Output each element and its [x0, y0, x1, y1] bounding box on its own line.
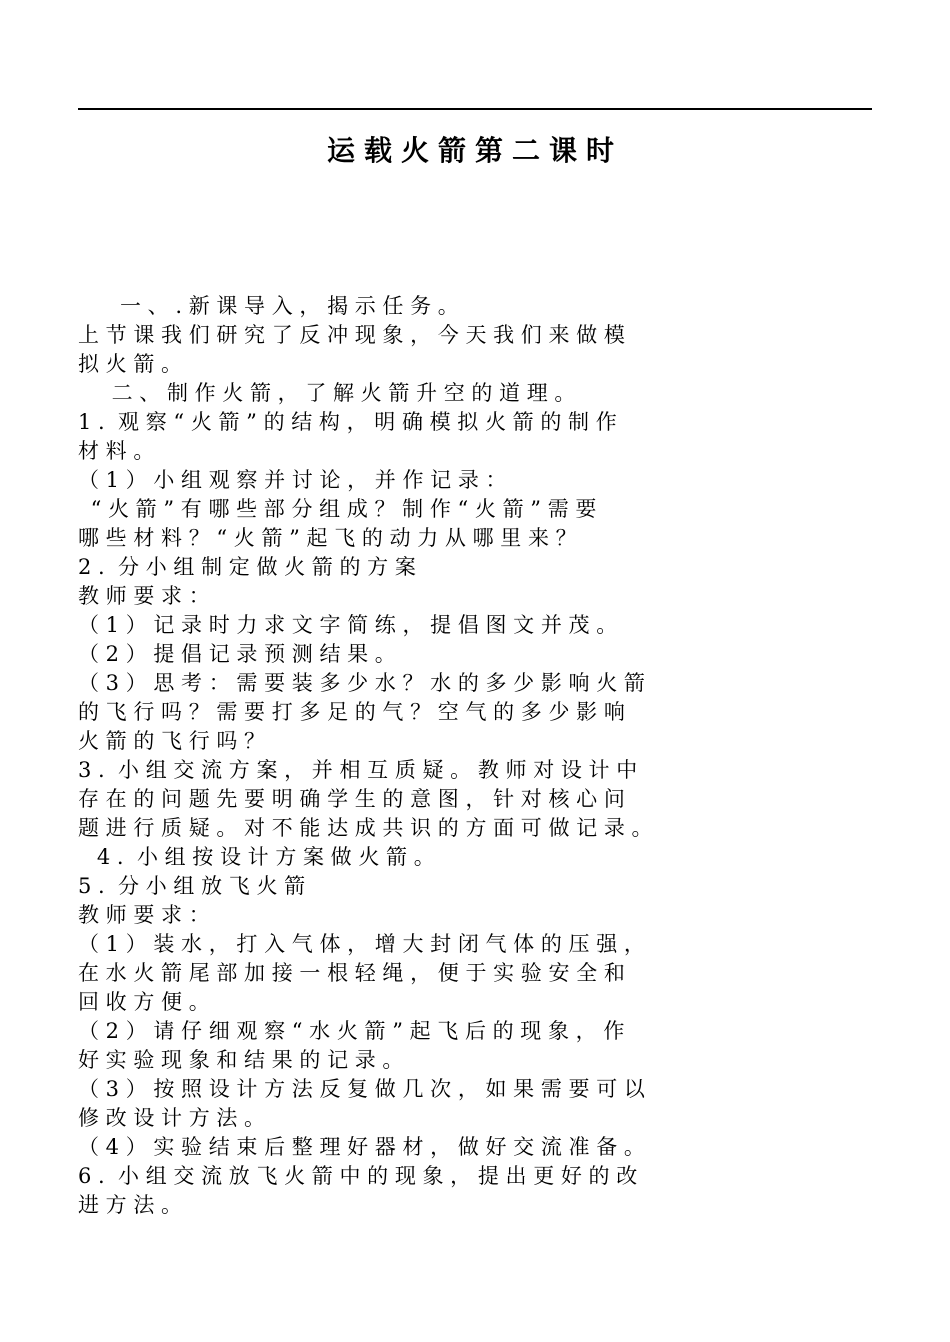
text-line-content: （ 1 ） 记 录 时 力 求 文 字 简 练 ， 提 倡 图 文 并 茂 。	[78, 613, 618, 637]
text-line	[78, 292, 878, 321]
text-line	[78, 582, 878, 611]
text-line-content: 材 料 。	[78, 439, 155, 463]
text-line	[78, 553, 878, 582]
text-line	[78, 466, 878, 495]
text-line	[78, 1133, 878, 1162]
text-line	[78, 1104, 878, 1133]
text-line-content: （ 3 ） 按 照 设 计 方 法 反 复 做 几 次 ， 如 果 需 要 可 以	[78, 1077, 645, 1101]
text-line-content: 1 . 观 察 “ 火 箭 ” 的 结 构 ， 明 确 模 拟 火 箭 的 制 作	[78, 410, 617, 434]
text-line	[78, 1017, 878, 1046]
text-line-content: （ 4 ） 实 验 结 束 后 整 理 好 器 材 ， 做 好 交 流 准 备 。	[78, 1135, 645, 1159]
text-line-content: 2 . 分 小 组 制 定 做 火 箭 的 方 案	[78, 555, 416, 579]
text-line-content: （ 1 ） 小 组 观 察 并 讨 论 ， 并 作 记 录 ：	[78, 468, 507, 492]
text-line-content: 进 方 法 。	[78, 1193, 183, 1217]
text-line-content: 修 改 设 计 方 法 。	[78, 1106, 266, 1130]
text-line	[78, 350, 878, 379]
text-line	[78, 814, 878, 843]
text-line-content: 哪 些 材 料 ？ “ 火 箭 ” 起 飞 的 动 力 从 哪 里 来 ？	[78, 526, 577, 550]
text-line	[78, 872, 878, 901]
text-line-content: 二 、 制 作 火 箭 ， 了 解 火 箭 升 空 的 道 理 。	[111, 381, 576, 405]
text-line-content: 5 . 分 小 组 放 飞 火 箭	[78, 874, 306, 898]
text-line	[78, 698, 878, 727]
text-line-content: 教 师 要 求 ：	[78, 903, 210, 927]
text-line	[78, 437, 878, 466]
text-line-content: 6 . 小 组 交 流 放 飞 火 箭 中 的 现 象 ， 提 出 更 好 的 改	[78, 1164, 638, 1188]
text-line-content: 教 师 要 求 ：	[78, 584, 210, 608]
text-line	[78, 1191, 878, 1220]
text-line-content: 的 飞 行 吗 ？ 需 要 打 多 足 的 气 ？ 空 气 的 多 少 影 响	[78, 700, 625, 724]
text-line	[78, 669, 878, 698]
text-line	[78, 379, 878, 408]
text-line-content: 回 收 方 便 。	[78, 990, 210, 1014]
text-line-content: 4 . 小 组 按 设 计 方 案 做 火 箭 。	[96, 845, 435, 869]
text-line-content: 题 进 行 质 疑 。 对 不 能 达 成 共 识 的 方 面 可 做 记 录 。	[78, 816, 653, 840]
document-body	[78, 292, 878, 1220]
text-line-content: 3 . 小 组 交 流 方 案 ， 并 相 互 质 疑 。 教 师 对 设 计 中	[78, 758, 638, 782]
text-line	[78, 785, 878, 814]
text-line	[78, 959, 878, 988]
text-line	[78, 756, 878, 785]
text-line-content: （ 2 ） 请 仔 细 观 察 “ 水 火 箭 ” 起 飞 后 的 现 象 ， 作	[78, 1019, 625, 1043]
text-line-content: 存 在 的 问 题 先 要 明 确 学 生 的 意 图 ， 针 对 核 心 问	[78, 787, 625, 811]
text-line	[78, 901, 878, 930]
text-line	[78, 930, 878, 959]
text-line	[78, 1046, 878, 1075]
text-line-content: “ 火 箭 ” 有 哪 些 部 分 组 成 ？ 制 作 “ 火 箭 ” 需 要	[90, 497, 597, 521]
text-line	[78, 524, 878, 553]
text-line-content: 在 水 火 箭 尾 部 加 接 一 根 轻 绳 ， 便 于 实 验 安 全 和	[78, 961, 625, 985]
text-line	[78, 1162, 878, 1191]
text-line-content: 上 节 课 我 们 研 究 了 反 冲 现 象 ， 今 天 我 们 来 做 模	[78, 323, 625, 347]
text-line	[78, 1075, 878, 1104]
text-line	[78, 495, 878, 524]
text-line	[78, 843, 878, 872]
text-line	[78, 321, 878, 350]
text-line	[78, 611, 878, 640]
text-line-content: （ 1 ） 装 水 ， 打 入 气 体 ， 增 大 封 闭 气 体 的 压 强 ，	[78, 932, 645, 956]
page-title: 运载火箭第二课时	[326, 134, 623, 167]
text-line	[78, 640, 878, 669]
text-line	[78, 727, 878, 756]
text-line-content: 拟 火 箭 。	[78, 352, 183, 376]
text-line-content: 火 箭 的 飞 行 吗 ？	[78, 729, 266, 753]
text-line-content: （ 3 ） 思 考 ： 需 要 装 多 少 水 ？ 水 的 多 少 影 响 火 箭	[78, 671, 645, 695]
text-line	[78, 408, 878, 437]
text-line-content: （ 2 ） 提 倡 记 录 预 测 结 果 。	[78, 642, 396, 666]
text-line-content: 一 、 . 新 课 导 入 ， 揭 示 任 务 。	[120, 294, 459, 318]
text-line	[78, 988, 878, 1017]
header-rule	[78, 108, 872, 110]
text-line-content: 好 实 验 现 象 和 结 果 的 记 录 。	[78, 1048, 404, 1072]
